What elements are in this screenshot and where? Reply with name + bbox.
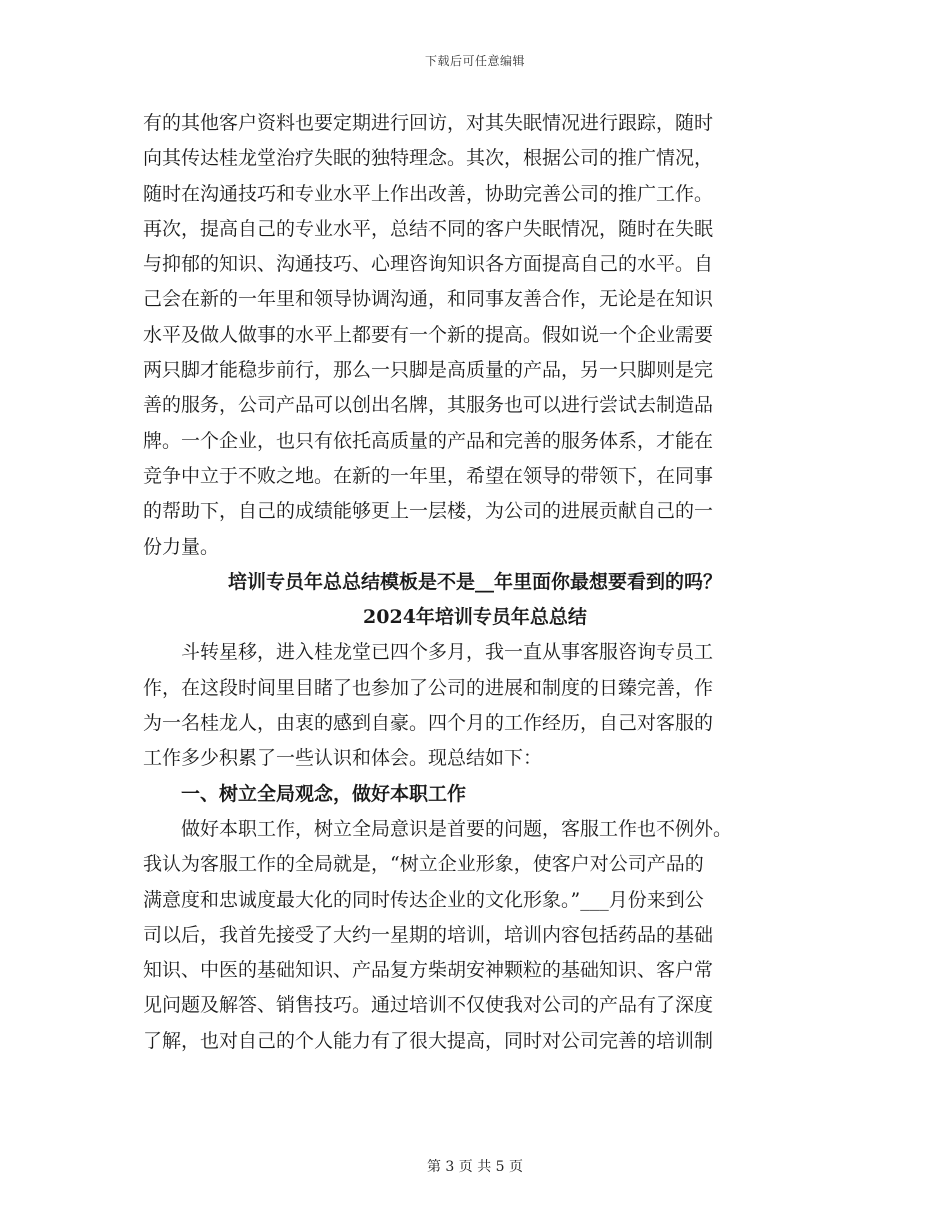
text-line: 知识、中医的基础知识、产品复方柴胡安神颗粒的基础知识、客户常: [143, 959, 714, 982]
text-line: 司以后，我首先接受了大约一星期的培训，培训内容包括药品的基础: [143, 923, 714, 946]
document-subtitle: 2024年培训专员年总总结: [363, 606, 587, 629]
text-line: 满意度和忠诚度最大化的同时传达企业的文化形象。”___月份来到公: [143, 888, 704, 911]
text-line: 斗转星移，进入桂龙堂已四个多月，我一直从事客服咨询专员工: [181, 641, 714, 664]
text-line: 我认为客服工作的全局就是，“树立企业形象，使客户对公司产品的: [143, 853, 704, 876]
text-line: 随时在沟通技巧和专业水平上作出改善，协助完善公司的推广工作。: [143, 182, 714, 205]
paragraph-section-1: [143, 812, 807, 1059]
section-heading: 一、树立全局观念，做好本职工作: [181, 782, 467, 805]
text-line: 两只脚才能稳步前行，那么一只脚是高质量的产品，另一只脚则是完: [143, 359, 714, 382]
text-line: 善的服务，公司产品可以创出名牌，其服务也可以进行尝试去制造品: [143, 394, 714, 417]
text-line: 了解，也对自己的个人能力有了很大提高，同时对公司完善的培训制: [143, 1029, 714, 1052]
document-body: [143, 106, 807, 1059]
text-line: 牌。一个企业，也只有依托高质量的产品和完善的服务体系，才能在: [143, 429, 714, 452]
text-line: 见问题及解答、销售技巧。通过培训不仅使我对公司的产品有了深度: [143, 994, 714, 1017]
text-line: 有的其他客户资料也要定期进行回访，对其失眠情况进行跟踪，随时: [143, 112, 714, 134]
text-line: 作，在这段时间里目睹了也参加了公司的进展和制度的日臻完善，作: [143, 676, 714, 699]
text-line: 竞争中立于不败之地。在新的一年里，希望在领导的带领下，在同事: [143, 464, 714, 487]
text-line: 向其传达桂龙堂治疗失眠的独特理念。其次，根据公司的推广情况，: [143, 147, 714, 170]
text-line: 做好本职工作，树立全局意识是首要的问题，客服工作也不例外。: [181, 817, 733, 840]
text-line: 再次，提高自己的专业水平，总结不同的客户失眠情况，随时在失眠: [143, 217, 714, 240]
page-header: 下载后可任意编辑: [424, 54, 525, 68]
paragraph-continuation: [143, 106, 807, 565]
paragraph-intro: [143, 635, 807, 776]
text-line: 工作多少积累了一些认识和体会。现总结如下：: [143, 747, 543, 770]
text-line: 为一名桂龙人，由衷的感到自豪。四个月的工作经历，自己对客服的: [143, 712, 714, 735]
text-line: 与抑郁的知识、沟通技巧、心理咨询知识各方面提高自己的水平。自: [143, 253, 714, 276]
page-footer: 第 3 页 共 5 页: [426, 1159, 524, 1175]
text-line: 份力量。: [143, 535, 220, 558]
text-line: 水平及做人做事的水平上都要有一个新的提高。假如说一个企业需要: [143, 323, 714, 346]
text-line: 的帮助下，自己的成绩能够更上一层楼，为公司的进展贡献自己的一: [143, 500, 714, 523]
document-title: 培训专员年总总结模板是不是__年里面你最想要看到的吗？: [227, 570, 722, 593]
text-line: 己会在新的一年里和领导协调沟通，和同事友善合作，无论是在知识: [143, 288, 714, 311]
